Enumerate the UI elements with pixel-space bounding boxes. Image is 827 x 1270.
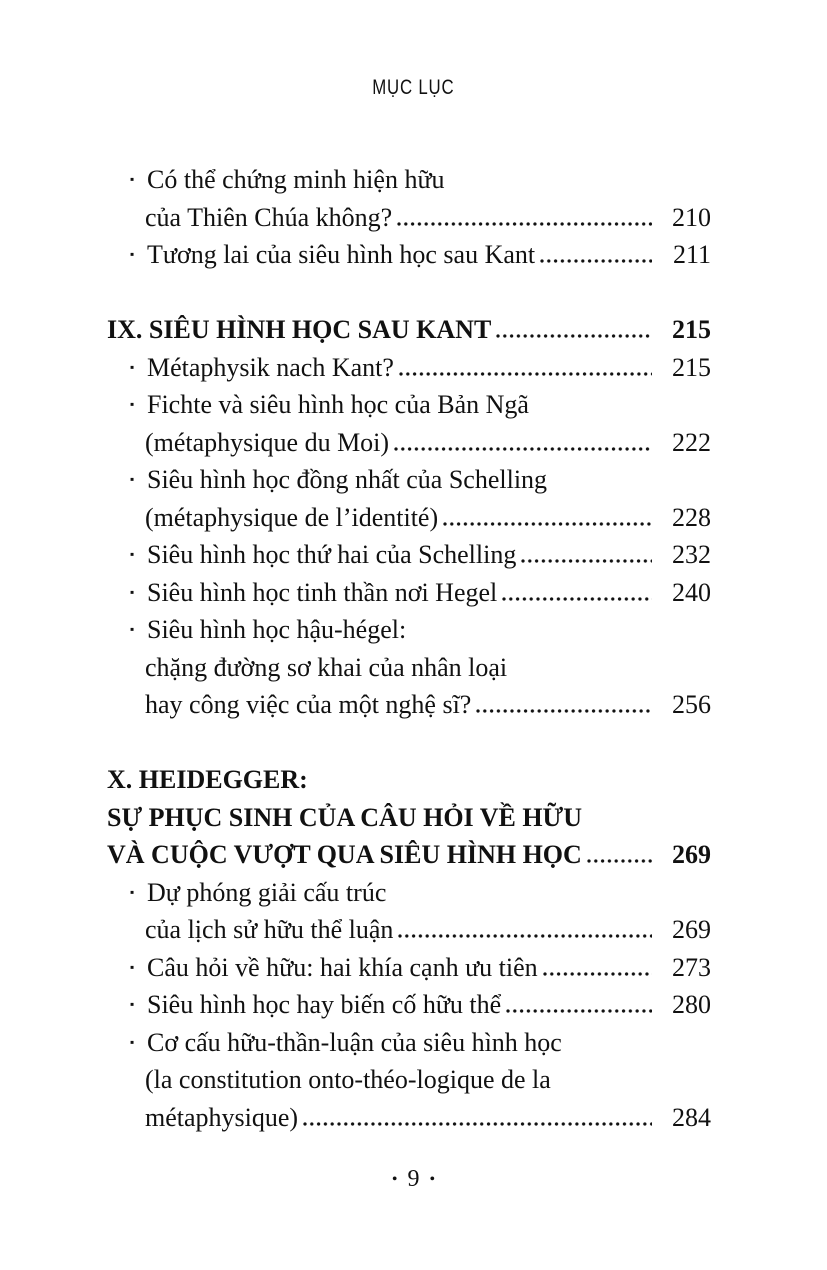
entry-title: Siêu hình học hay biến cố hữu thể	[147, 990, 502, 1019]
toc-line	[107, 1061, 711, 1099]
dot-leader	[399, 372, 652, 376]
entry-title: Fichte và siêu hình học của Bản Ngã	[147, 390, 529, 419]
footer-bullet-left-icon: •	[391, 1171, 398, 1188]
bullet-icon: ▪	[130, 472, 135, 486]
entry-title: Siêu hình học hậu-hégel:	[147, 615, 407, 644]
toc-line	[107, 236, 711, 274]
toc-line	[107, 911, 711, 949]
dot-leader	[506, 1009, 652, 1013]
page-number: 269	[672, 915, 711, 944]
page-number: 284	[672, 1102, 711, 1132]
chapter-title: SỰ PHỤC SINH CỦA CÂU HỎI VỀ HỮU	[107, 802, 583, 832]
entry-title: métaphysique)	[145, 1102, 299, 1132]
dot-leader	[476, 709, 652, 713]
entry-title: Tương lai của siêu hình học sau Kant	[147, 240, 536, 269]
toc-line	[107, 349, 711, 387]
toc-line	[107, 686, 711, 724]
dot-leader	[443, 522, 652, 526]
bullet-icon: ▪	[130, 359, 135, 374]
page-number: 228	[672, 502, 711, 532]
bullet-icon: ▪	[130, 997, 135, 1011]
toc-line	[107, 386, 711, 424]
toc-line	[107, 461, 711, 499]
entry-title: Siêu hình học đồng nhất của Schelling	[147, 465, 548, 494]
page-header	[0, 76, 827, 100]
toc-line	[107, 761, 711, 799]
toc-line	[107, 986, 711, 1024]
bullet-icon: ▪	[130, 584, 135, 599]
dot-leader	[397, 222, 652, 226]
bullet-icon: ▪	[130, 397, 135, 411]
dot-leader	[394, 447, 652, 451]
toc-line	[107, 649, 711, 687]
bullet-icon: ▪	[130, 622, 135, 636]
page-number: 269	[672, 840, 711, 869]
entry-title: (métaphysique du Moi)	[145, 427, 390, 457]
entry-title: (la constitution onto-théo-logique de la	[145, 1065, 551, 1094]
footer-page-number: 9	[407, 1166, 420, 1192]
toc-list	[107, 161, 711, 1136]
toc-line	[107, 536, 711, 574]
toc-line	[107, 874, 711, 912]
entry-title: Câu hỏi về hữu: hai khía cạnh ưu tiên	[147, 952, 538, 982]
dot-leader	[543, 972, 652, 976]
bullet-icon: ▪	[130, 247, 135, 261]
dot-leader	[540, 259, 652, 263]
entry-title: chặng đường sơ khai của nhân loại	[145, 652, 508, 682]
bullet-icon: ▪	[130, 959, 135, 974]
page-number: 211	[672, 240, 711, 269]
page-number: 210	[672, 202, 711, 232]
entry-title: Dự phóng giải cấu trúc	[147, 877, 387, 907]
entry-title: của Thiên Chúa không?	[145, 202, 393, 232]
entry-title: của lịch sử hữu thể luận	[145, 915, 394, 944]
chapter-title: IX. SIÊU HÌNH HỌC SAU KANT	[107, 315, 492, 344]
toc-line	[107, 611, 711, 649]
page-number: 222	[672, 427, 711, 457]
toc-line	[107, 574, 711, 612]
page-number: 215	[672, 315, 711, 344]
entry-title: hay công việc của một nghệ sĩ?	[145, 690, 472, 719]
toc-line	[107, 949, 711, 987]
chapter-title: X. HEIDEGGER:	[107, 765, 308, 794]
page-footer	[0, 1166, 827, 1193]
footer-bullet-right-icon: •	[429, 1171, 436, 1188]
page-number: 256	[672, 690, 711, 719]
page-number: 232	[672, 540, 711, 569]
bullet-icon: ▪	[130, 1034, 135, 1049]
toc-line	[107, 424, 711, 462]
bullet-icon: ▪	[130, 547, 135, 561]
page-number: 273	[672, 952, 711, 982]
dot-leader	[303, 1122, 652, 1126]
page-number: 215	[672, 352, 711, 382]
entry-title: Siêu hình học thứ hai của Schelling	[147, 540, 517, 569]
entry-title: Có thể chứng minh hiện hữu	[147, 165, 445, 194]
entry-title: Siêu hình học tinh thần nơi Hegel	[147, 577, 498, 607]
toc-line	[107, 1024, 711, 1062]
dot-leader	[521, 559, 652, 563]
bullet-icon: ▪	[130, 172, 135, 186]
dot-leader	[496, 334, 652, 338]
dot-leader	[587, 859, 652, 863]
chapter-title: VÀ CUỘC VƯỢT QUA SIÊU HÌNH HỌC	[107, 840, 582, 869]
entry-title: Cơ cấu hữu-thần-luận của siêu hình học	[147, 1027, 562, 1057]
toc-line	[107, 1099, 711, 1137]
entry-title: Métaphysik nach Kant?	[147, 352, 394, 382]
toc-line	[107, 311, 711, 349]
toc-gap	[107, 724, 711, 762]
toc-line	[107, 836, 711, 874]
page-title: MỤC LỤC	[372, 76, 455, 99]
dot-leader	[502, 597, 652, 601]
toc-line	[107, 161, 711, 199]
page-number: 280	[672, 990, 711, 1019]
toc-line	[107, 499, 711, 537]
toc-line	[107, 799, 711, 837]
toc-line	[107, 199, 711, 237]
entry-title: (métaphysique de l’identité)	[145, 502, 439, 532]
page-number: 240	[672, 577, 711, 607]
dot-leader	[398, 934, 652, 938]
bullet-icon: ▪	[130, 884, 135, 899]
toc-gap	[107, 274, 711, 312]
